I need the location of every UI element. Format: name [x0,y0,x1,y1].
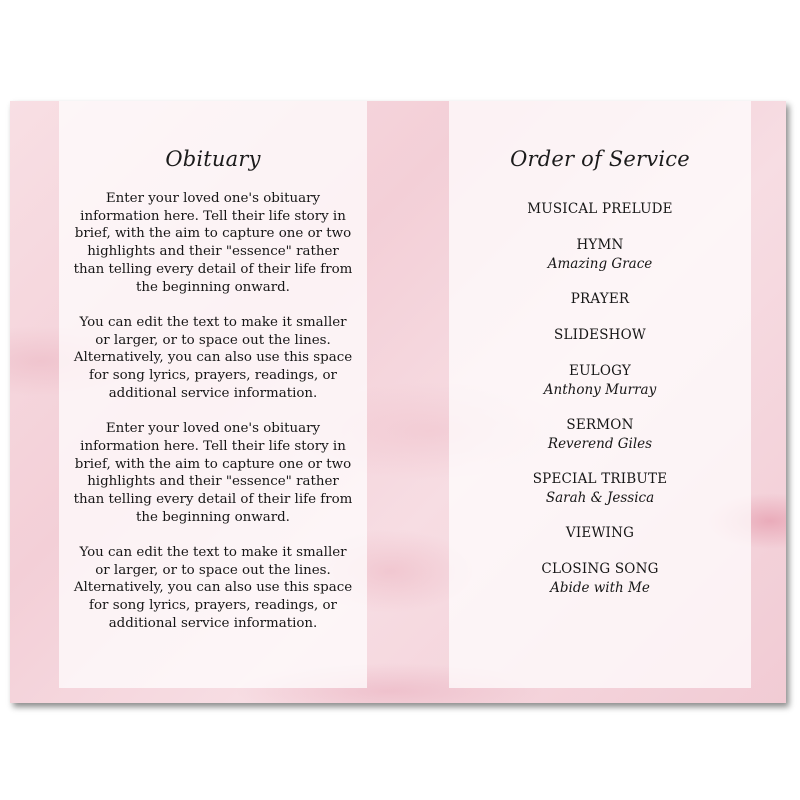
service-item-title: MUSICAL PRELUDE [527,201,673,217]
program-sheet [10,101,786,703]
service-item-title: SERMON [566,417,634,433]
service-item [449,200,751,219]
service-item-title: CLOSING SONG [541,561,659,577]
obituary-text [71,190,355,650]
service-item-subtitle: Amazing Grace [547,256,653,272]
service-item [449,326,751,345]
obituary-paragraph: You can edit the text to make it smaller or larger, or to space out the lines. Alternatively, you can also use this space for song lyrics, prayers, readings, or additional service information. [73,545,353,631]
service-item-subtitle: Abide with Me [550,580,650,596]
service-item-subtitle: Reverend Giles [547,436,653,452]
service-list [449,200,751,614]
service-item [449,236,751,273]
service-item [449,524,751,543]
service-item [449,416,751,453]
service-item [449,290,751,309]
service-item-title: SPECIAL TRIBUTE [532,471,668,487]
obituary-paragraph: Enter your loved one's obituary information here. Tell their life story in brief, with the aim to capture one or two highlights and their "essence" rather than telling every detail of their life from the beginning onward. [73,191,353,295]
service-item-subtitle: Sarah & Jessica [545,490,655,506]
service-item-title: PRAYER [570,291,630,307]
service-item-title: HYMN [576,237,624,253]
service-item [449,470,751,507]
service-item [449,362,751,399]
order-of-service-panel [449,101,751,688]
obituary-paragraph: You can edit the text to make it smaller or larger, or to space out the lines. Alternatively, you can also use this space for song lyrics, prayers, readings, or additional service information. [73,314,353,401]
service-item-subtitle: Anthony Murray [543,382,657,398]
service-item [449,560,751,597]
obituary-panel [59,101,367,688]
service-item-title: SLIDESHOW [554,327,646,343]
obituary-heading: Obituary [165,147,261,171]
service-item-title: EULOGY [569,363,631,379]
obituary-paragraph: Enter your loved one's obituary information here. Tell their life story in brief, with the aim to capture one or two highlights and their "essence" rather than telling every detail of their life from the beginning onward. [73,421,353,525]
order-of-service-heading: Order of Service [510,147,690,171]
service-item-title: VIEWING [565,525,635,541]
